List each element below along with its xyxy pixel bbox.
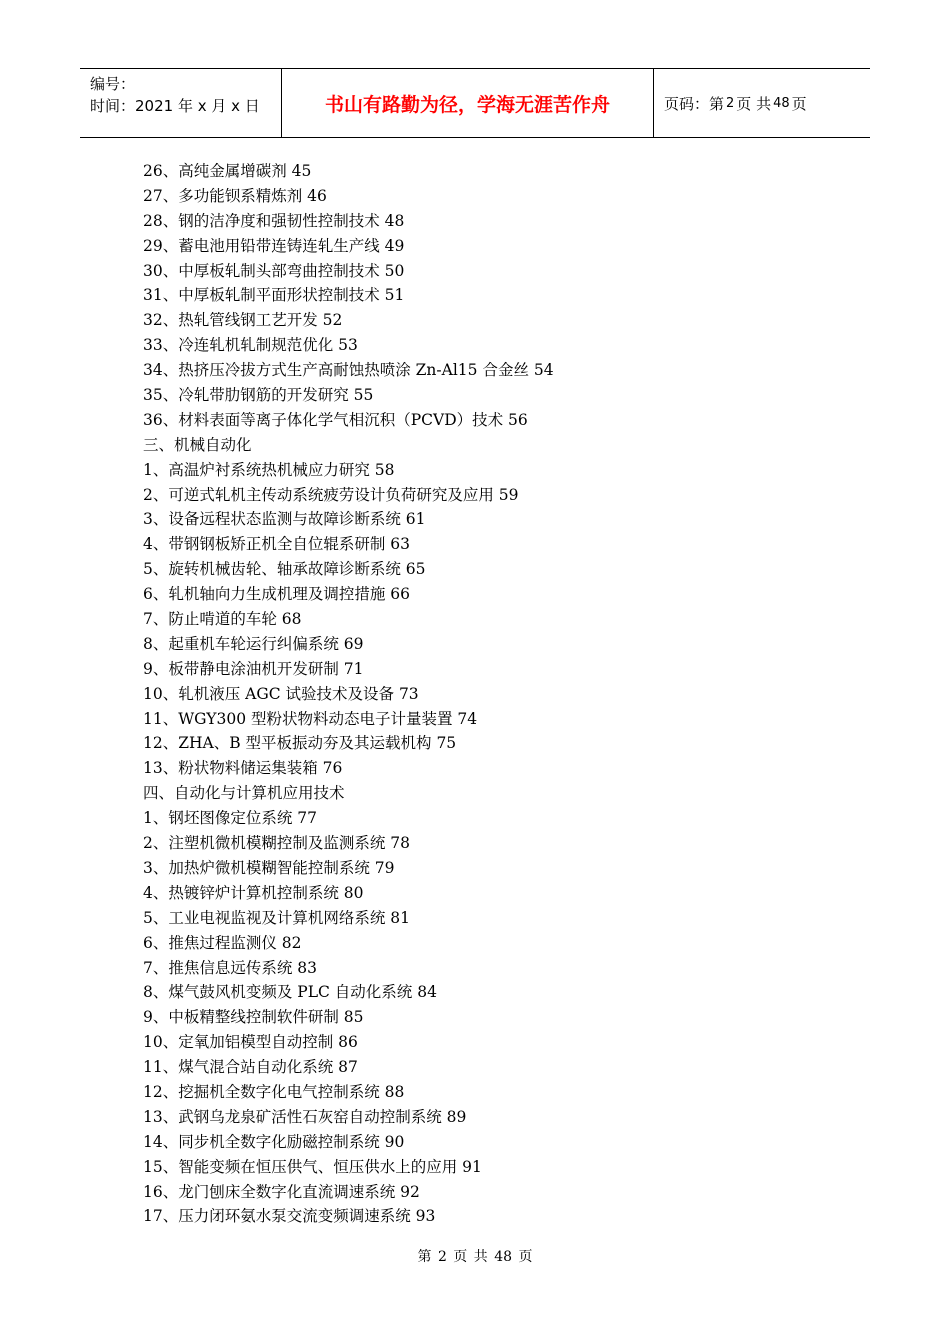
toc-line: 12、ZHA、B 型平板振动夯及其运载机构 75 — [143, 734, 457, 753]
toc-line: 36、材料表面等离子体化学气相沉积（PCVD）技术 56 — [143, 410, 528, 429]
page-total: 48 — [773, 95, 790, 111]
toc-line: 9、板带静电涂油机开发研制 71 — [143, 659, 364, 678]
header-motto: 书山有路勤为径，学海无涯苦作舟 — [282, 69, 654, 137]
toc-line: 5、工业电视监视及计算机网络系统 81 — [143, 908, 411, 927]
toc-line: 8、起重机车轮运行纠偏系统 69 — [143, 634, 364, 653]
toc-line: 35、冷轧带肋钢筋的开发研究 55 — [143, 386, 374, 405]
toc-line: 17、压力闭环氨水泵交流变频调速系统 93 — [143, 1207, 436, 1226]
toc-line: 4、带钢钢板矫正机全自位辊系研制 63 — [143, 535, 411, 554]
toc-line: 32、热轧管线钢工艺开发 52 — [143, 311, 343, 330]
toc-line: 10、轧机液压 AGC 试验技术及设备 73 — [143, 684, 419, 703]
toc-line: 11、煤气混合站自动化系统 87 — [143, 1058, 358, 1077]
toc-line: 6、轧机轴向力生成机理及调控措施 66 — [143, 585, 411, 604]
page-suffix: 页 — [791, 94, 807, 113]
toc-line: 四、自动化与计算机应用技术 — [143, 784, 345, 803]
toc-line: 28、钢的洁净度和强韧性控制技术 48 — [143, 211, 405, 230]
page-mid: 页 共 — [736, 94, 772, 113]
toc-line: 2、注塑机微机模糊控制及监测系统 78 — [143, 834, 411, 853]
toc-line: 29、蓄电池用铅带连铸连轧生产线 49 — [143, 236, 405, 255]
toc-line: 3、设备远程状态监测与故障诊断系统 61 — [143, 510, 426, 529]
header-page-indicator — [654, 69, 870, 137]
toc-line: 34、热挤压冷拔方式生产高耐蚀热喷涂 Zn-Al15 合金丝 54 — [143, 361, 554, 380]
page-number: 2 — [726, 95, 735, 111]
toc-line: 9、中板精整线控制软件研制 85 — [143, 1008, 364, 1027]
toc-line: 31、中厚板轧制平面形状控制技术 51 — [143, 286, 405, 305]
code-label: 编号： — [90, 75, 136, 93]
page-prefix: 页码：第 — [664, 94, 725, 113]
toc-line: 3、加热炉微机模糊智能控制系统 79 — [143, 858, 395, 877]
toc-line: 1、钢坯图像定位系统 77 — [143, 809, 318, 828]
toc-line: 三、机械自动化 — [143, 435, 252, 454]
toc-line: 14、同步机全数字化励磁控制系统 90 — [143, 1132, 405, 1151]
toc-line: 10、定氧加铝模型自动控制 86 — [143, 1033, 358, 1052]
toc-line: 7、防止啃道的车轮 68 — [143, 610, 302, 629]
toc-line: 8、煤气鼓风机变频及 PLC 自动化系统 84 — [143, 983, 437, 1002]
time-label: 时间：2021 年 x 月 x 日 — [90, 97, 260, 115]
toc-line: 27、多功能钡系精炼剂 46 — [143, 186, 327, 205]
toc-line: 13、武钢乌龙泉矿活性石灰窑自动控制系统 89 — [143, 1107, 467, 1126]
page-header — [80, 68, 870, 138]
toc-list — [143, 159, 863, 1229]
toc-line: 13、粉状物料储运集装箱 76 — [143, 759, 343, 778]
toc-line: 33、冷连轧机轧制规范优化 53 — [143, 336, 358, 355]
toc-line: 4、热镀锌炉计算机控制系统 80 — [143, 883, 364, 902]
page-footer: 第 2 页 共 48 页 — [417, 1249, 533, 1265]
toc-line: 16、龙门刨床全数字化直流调速系统 92 — [143, 1182, 420, 1201]
toc-line: 1、高温炉衬系统热机械应力研究 58 — [143, 460, 395, 479]
toc-line: 7、推焦信息远传系统 83 — [143, 958, 318, 977]
toc-line: 5、旋转机械齿轮、轴承故障诊断系统 65 — [143, 560, 426, 579]
header-meta — [80, 69, 282, 137]
toc-line: 30、中厚板轧制头部弯曲控制技术 50 — [143, 261, 405, 280]
toc-line: 11、WGY300 型粉状物料动态电子计量装置 74 — [143, 709, 478, 728]
toc-line: 15、智能变频在恒压供气、恒压供水上的应用 91 — [143, 1157, 482, 1176]
toc-line: 26、高纯金属增碳剂 45 — [143, 162, 312, 180]
toc-line: 12、挖掘机全数字化电气控制系统 88 — [143, 1082, 405, 1101]
toc-line: 6、推焦过程监测仪 82 — [143, 933, 302, 952]
toc-line: 2、可逆式轧机主传动系统疲劳设计负荷研究及应用 59 — [143, 485, 519, 504]
